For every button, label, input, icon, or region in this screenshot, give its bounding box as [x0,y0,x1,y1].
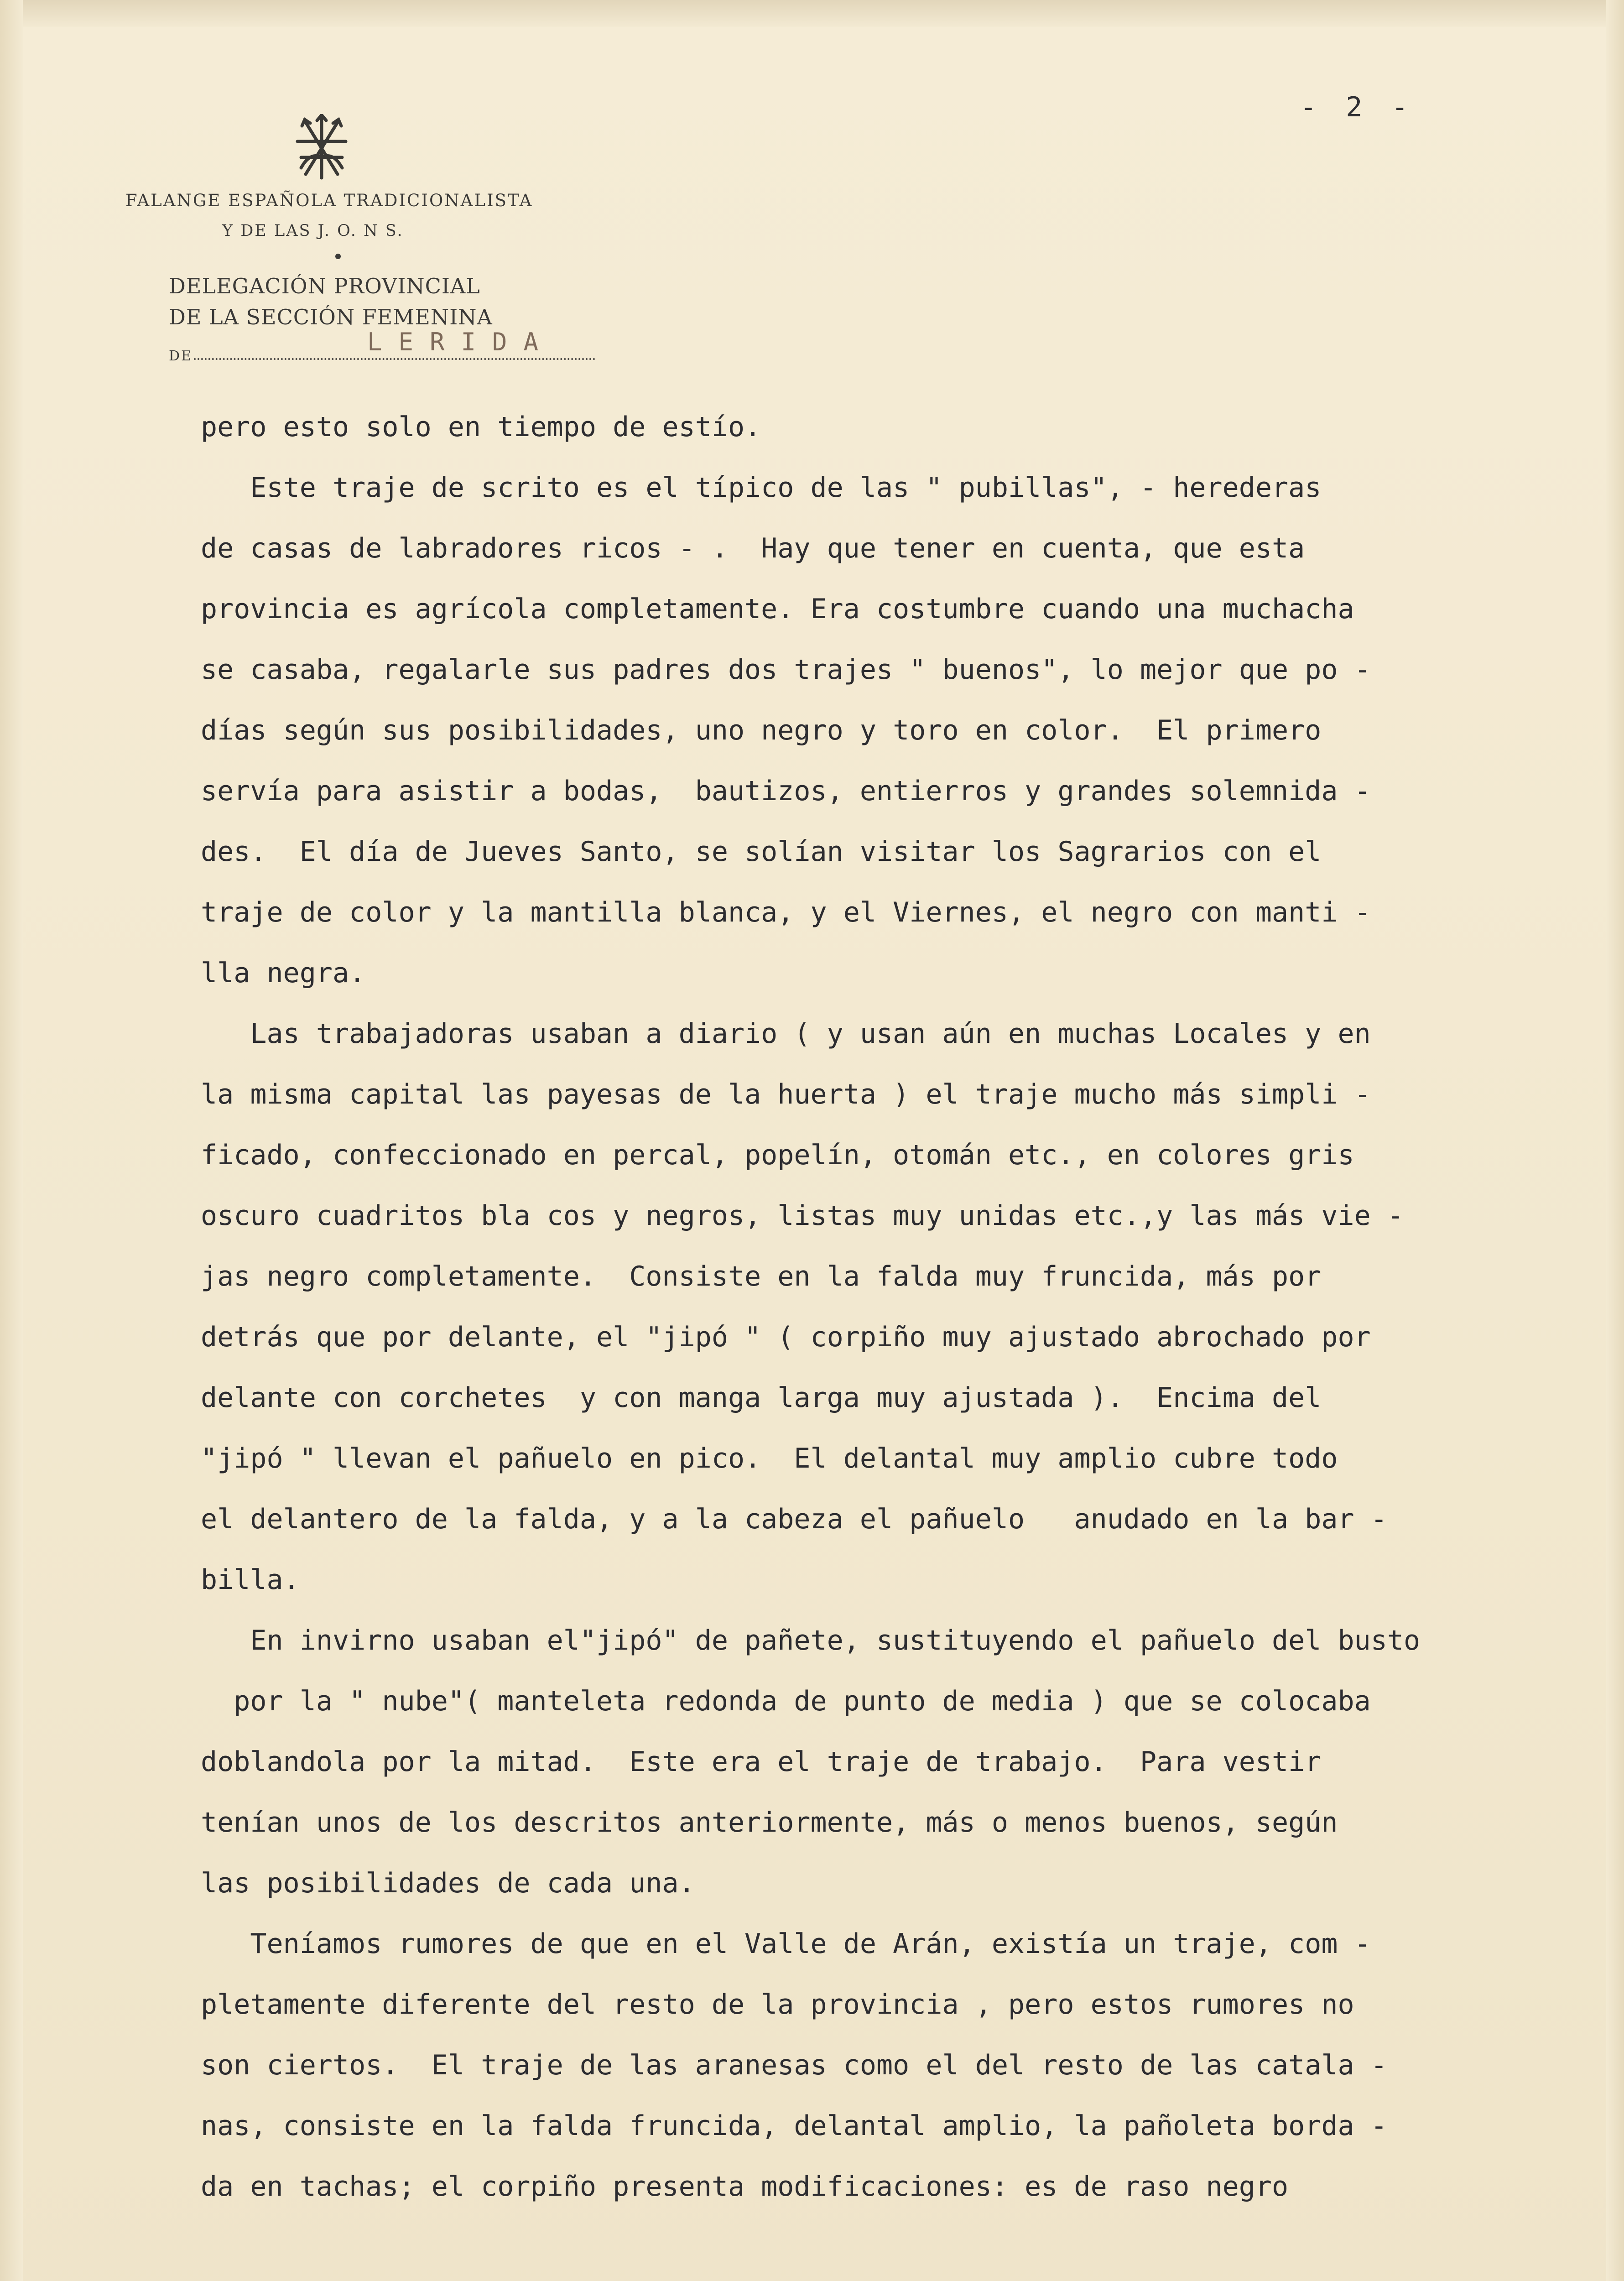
paper-edge-left [0,0,23,2281]
letterhead-org-line2: Y DE LAS J. O. N S. [222,222,404,240]
letterhead-de-label: DE [169,348,193,364]
text-line: ficado, confeccionado en percal, popelín, otomán etc., en colores gris [201,1139,1354,1171]
text-line: se casaba, regalarle sus padres dos trajes " buenos", lo mejor que po - [201,654,1371,686]
text-line: delante con corchetes y con manga larga muy ajustada ). Encima del [201,1382,1322,1414]
paper-edge-right [1606,0,1624,2281]
text-line: En invirno usaban el"jipó" de pañete, sustituyendo el pañuelo del busto [201,1625,1421,1656]
text-line: detrás que por delante, el "jipó " ( corpiño muy ajustado abrochado por [201,1321,1371,1353]
text-line: el delantero de la falda, y a la cabeza el pañuelo anudado en la bar - [201,1503,1387,1535]
text-line: Teníamos rumores de que en el Valle de Arán, existía un traje, com - [201,1928,1371,1960]
text-line: provincia es agrícola completamente. Era costumbre cuando una muchacha [201,593,1354,625]
letterhead-separator-dot [335,254,341,259]
letterhead-org-line1: FALANGE ESPAÑOLA TRADICIONALISTA [125,191,533,210]
text-line: des. El día de Jueves Santo, se solían visitar los Sagrarios con el [201,836,1322,868]
text-line: Este traje de scrito es el típico de las " pubillas", - herederas [201,472,1322,504]
text-line: pero esto solo en tiempo de estío. [201,411,761,443]
paper-edge-top [0,0,1624,27]
text-line: traje de color y la mantilla blanca, y el Viernes, el negro con manti - [201,896,1371,928]
text-line: doblandola por la mitad. Este era el traje de trabajo. Para vestir [201,1746,1322,1778]
text-line: por la " nube"( manteleta redonda de punto de media ) que se colocaba [201,1685,1371,1717]
text-line: "jipó " llevan el pañuelo en pico. El delantal muy amplio cubre todo [201,1443,1338,1474]
text-line: jas negro completamente. Consiste en la falda muy fruncida, más por [201,1260,1322,1292]
text-line: son ciertos. El traje de las aranesas como el del resto de las catala - [201,2049,1387,2081]
text-line: billa. [201,1564,300,1596]
text-line: la misma capital las payesas de la huerta ) el traje mucho más simpli - [201,1078,1371,1110]
letterhead-city: LERIDA [194,328,595,360]
text-line: lla negra. [201,957,366,989]
text-line: pletamente diferente del resto de la provincia , pero estos rumores no [201,1989,1354,2021]
yoke-and-arrows-icon [292,114,351,182]
text-line: tenían unos de los descritos anteriormente, más o menos buenos, según [201,1807,1338,1838]
text-line: da en tachas; el corpiño presenta modificaciones: es de raso negro [201,2171,1289,2203]
text-line: días según sus posibilidades, uno negro y toro en color. El primero [201,714,1322,746]
text-line: las posibilidades de cada una. [201,1867,695,1899]
typed-body-text [201,397,1546,2217]
text-line: Las trabajadoras usaban a diario ( y usan aún en muchas Locales y en [201,1018,1371,1050]
letterhead-delegation-line1: DELEGACIÓN PROVINCIAL [169,274,480,298]
page-number: - 2 - [1300,91,1415,123]
text-line: oscuro cuadritos bla cos y negros, listas muy unidas etc.,y las más vie - [201,1200,1404,1232]
text-line: nas, consiste en la falda fruncida, delantal amplio, la pañoleta borda - [201,2110,1387,2142]
text-line: de casas de labradores ricos - . Hay que tener en cuenta, que esta [201,532,1305,564]
letterhead-delegation-line2: DE LA SECCIÓN FEMENINA [169,305,493,329]
text-line: servía para asistir a bodas, bautizos, entierros y grandes solemnida - [201,775,1371,807]
